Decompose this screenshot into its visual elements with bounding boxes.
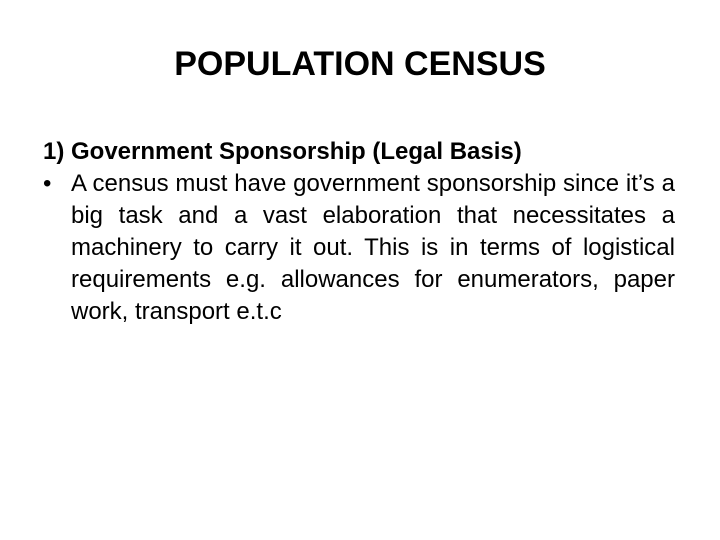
bullet-item [43,168,675,328]
bullet-text: A census must have government sponsorship since it’s a big task and a vast elaboration that necessitates a machinery to carry it out. This is in terms of logistical requirements e.g. allowances for enumerators, paper work, transport e.t.c [71,170,675,325]
bullet-marker: • [43,170,52,197]
slide-body [43,136,675,328]
slide-title: POPULATION CENSUS [174,45,546,83]
section-heading: 1) Government Sponsorship (Legal Basis) [43,138,522,165]
